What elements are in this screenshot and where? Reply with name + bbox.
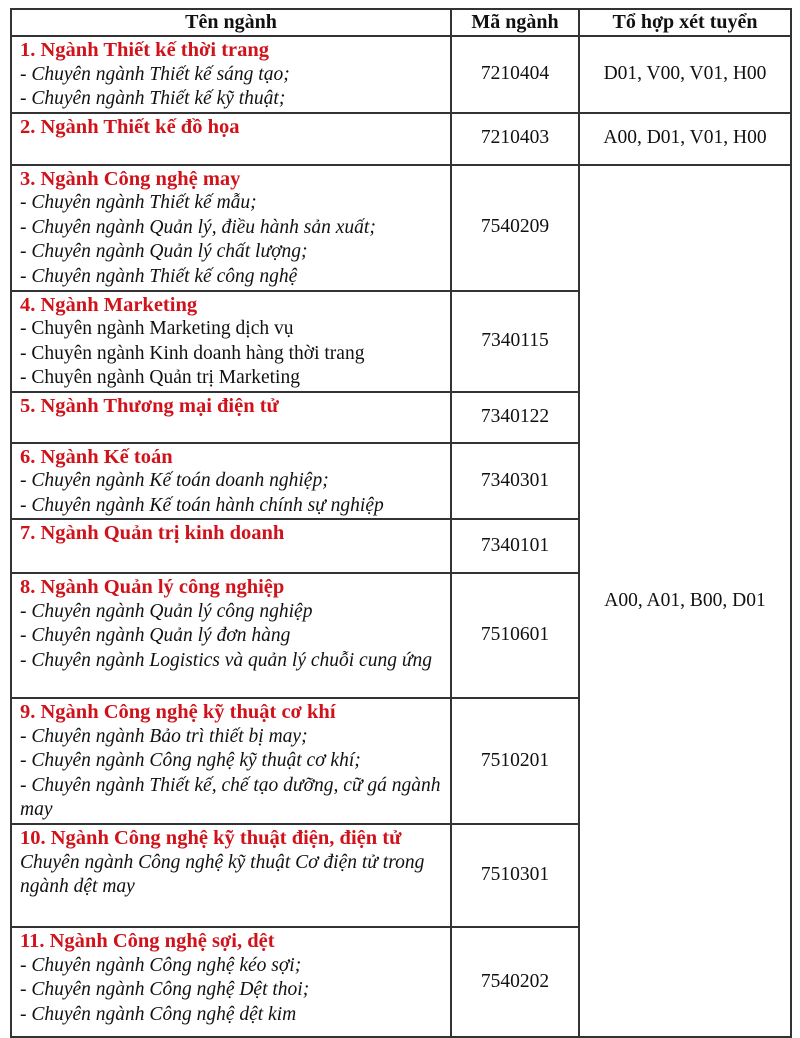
major-name-cell <box>11 824 451 927</box>
major-code: 7510601 <box>451 573 579 698</box>
header-combo: Tổ hợp xét tuyển <box>579 9 791 36</box>
header-code: Mã ngành <box>451 9 579 36</box>
major-code: 7510301 <box>451 824 579 927</box>
specialization: - Chuyên ngành Thiết kế, chế tạo dưỡng, cữ gá ngành may <box>20 774 441 820</box>
specialization: - Chuyên ngành Thiết kế công nghệ <box>20 265 298 287</box>
major-title: 2. Ngành Thiết kế đồ họa <box>20 115 240 138</box>
major-name-cell <box>11 291 451 392</box>
major-code: 7340115 <box>451 291 579 392</box>
major-code: 7340101 <box>451 519 579 573</box>
header-name: Tên ngành <box>11 9 451 36</box>
specialization: - Chuyên ngành Công nghệ kéo sợi; <box>20 954 302 976</box>
major-title: 5. Ngành Thương mại điện tử <box>20 394 279 417</box>
specialization: - Chuyên ngành Quản lý chất lượng; <box>20 241 308 262</box>
major-title: 9. Ngành Công nghệ kỹ thuật cơ khí <box>20 701 336 723</box>
specialization: - Chuyên ngành Thiết kế mẫu; <box>20 192 257 213</box>
major-name-cell <box>11 113 451 165</box>
major-title: 7. Ngành Quản trị kinh doanh <box>20 522 285 544</box>
major-code: 7210404 <box>451 36 579 113</box>
subject-combination: D01, V00, V01, H00 <box>579 36 791 113</box>
major-title: 10. Ngành Công nghệ kỹ thuật điện, điện tử <box>20 827 402 849</box>
specialization: - Chuyên ngành Quản trị Marketing <box>20 367 300 388</box>
major-title: 4. Ngành Marketing <box>20 293 198 316</box>
major-code: 7340122 <box>451 392 579 443</box>
major-title: 11. Ngành Công nghệ sợi, dệt <box>20 930 275 952</box>
specialization: - Chuyên ngành Quản lý, điều hành sản xuất; <box>20 216 376 238</box>
specialization: - Chuyên ngành Công nghệ dệt kim <box>20 1003 297 1025</box>
specialization: - Chuyên ngành Thiết kế kỹ thuật; <box>20 88 286 109</box>
major-title: 6. Ngành Kế toán <box>20 445 173 468</box>
specialization: - Chuyên ngành Quản lý công nghiệp <box>20 600 313 622</box>
table-row <box>11 113 791 165</box>
table-row <box>11 165 791 291</box>
specialization: - Chuyên ngành Marketing dịch vụ <box>20 318 294 339</box>
major-name-cell <box>11 519 451 573</box>
major-name-cell <box>11 165 451 291</box>
major-title: 3. Ngành Công nghệ may <box>20 167 241 190</box>
majors-table <box>10 8 792 1038</box>
table-row <box>11 36 791 113</box>
specialization: - Chuyên ngành Kế toán doanh nghiệp; <box>20 470 329 491</box>
major-code: 7540209 <box>451 165 579 291</box>
major-name-cell <box>11 927 451 1037</box>
header-row <box>11 9 791 36</box>
specialization: - Chuyên ngành Công nghệ kỹ thuật cơ khí; <box>20 750 361 771</box>
specialization: - Chuyên ngành Bảo trì thiết bị may; <box>20 725 308 747</box>
specialization: - Chuyên ngành Công nghệ Dệt thoi; <box>20 979 310 1000</box>
major-name-cell <box>11 392 451 443</box>
major-code: 7210403 <box>451 113 579 165</box>
major-name-cell <box>11 443 451 520</box>
specialization: - Chuyên ngành Kinh doanh hàng thời trang <box>20 342 365 364</box>
subject-combination: A00, A01, B00, D01 <box>579 165 791 1038</box>
major-name-cell <box>11 36 451 113</box>
major-code: 7540202 <box>451 927 579 1037</box>
specialization: - Chuyên ngành Quản lý đơn hàng <box>20 625 291 646</box>
subject-combination: A00, D01, V01, H00 <box>579 113 791 165</box>
major-code: 7510201 <box>451 698 579 824</box>
major-name-cell <box>11 573 451 698</box>
major-title: 8. Ngành Quản lý công nghiệp <box>20 576 285 598</box>
major-name-cell <box>11 698 451 824</box>
specialization: - Chuyên ngành Kế toán hành chính sự nghiệp <box>20 494 384 516</box>
major-title: 1. Ngành Thiết kế thời trang <box>20 39 270 61</box>
specialization: - Chuyên ngành Logistics và quản lý chuỗi cung ứng <box>20 649 432 671</box>
specialization: Chuyên ngành Công nghệ kỹ thuật Cơ điện tử trong ngành dệt may <box>20 851 425 897</box>
specialization: - Chuyên ngành Thiết kế sáng tạo; <box>20 63 290 85</box>
major-code: 7340301 <box>451 443 579 520</box>
